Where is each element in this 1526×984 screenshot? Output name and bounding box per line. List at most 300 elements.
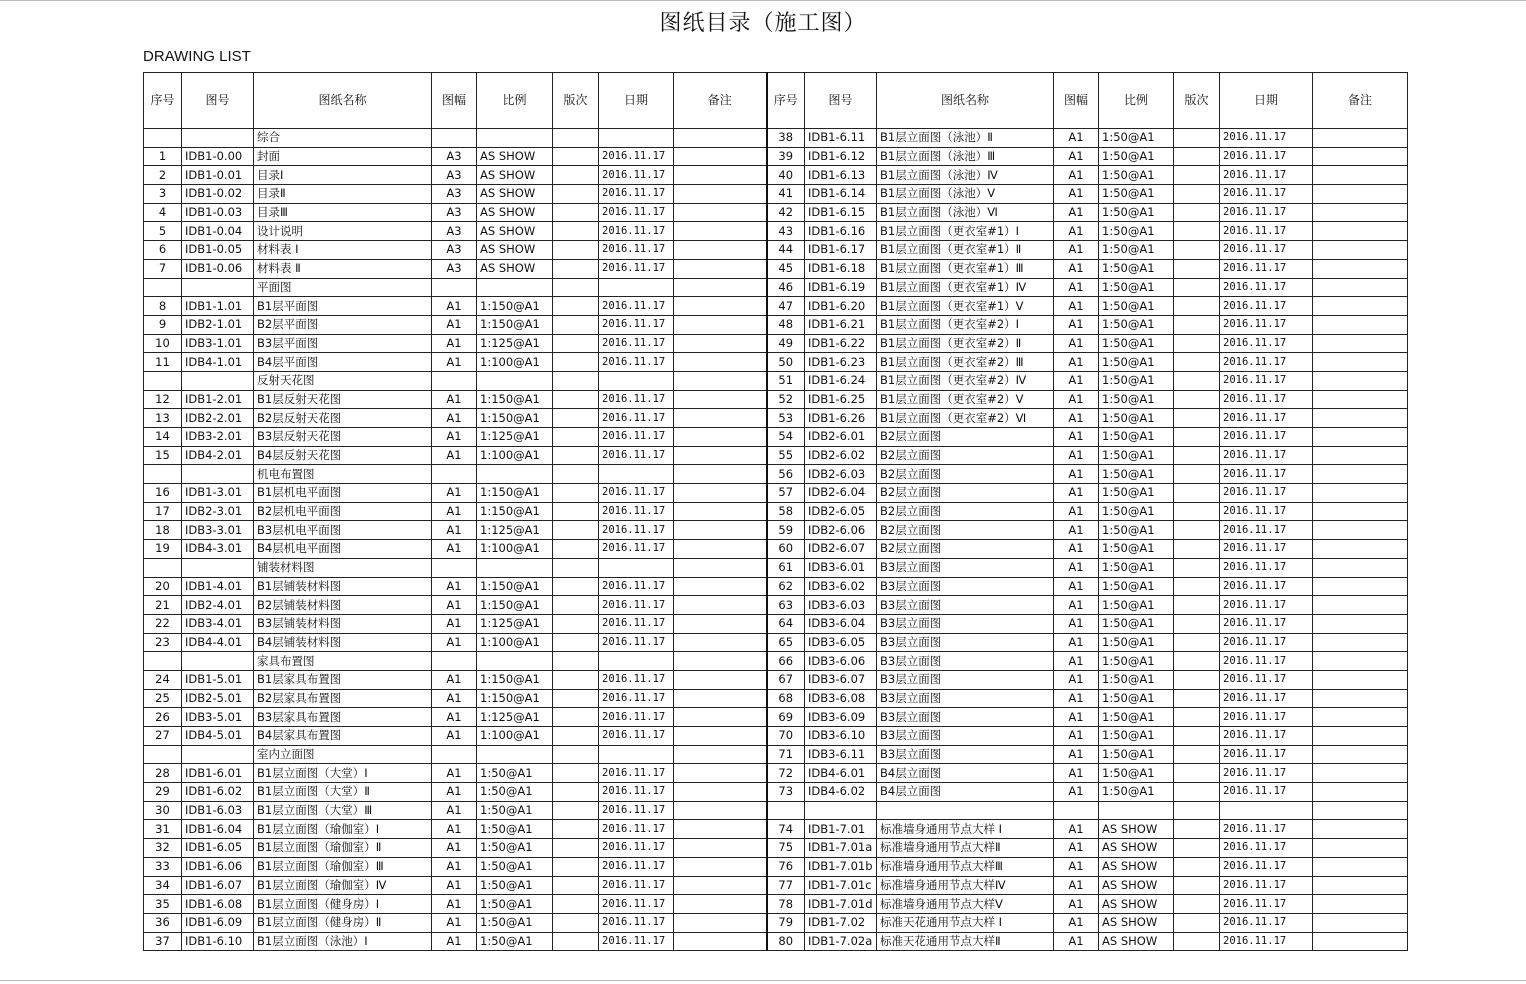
right-revision-cell <box>1174 876 1220 895</box>
left-date-cell: 2016.11.17 <box>599 185 674 204</box>
right-revision-cell <box>1174 689 1220 708</box>
left-scale-cell: 1:50@A1 <box>477 783 553 802</box>
table-row <box>144 222 1408 241</box>
left-size-cell: A1 <box>432 315 477 334</box>
left-drawing-no-cell: IDB1-6.07 <box>182 876 254 895</box>
right-date-cell: 2016.11.17 <box>1220 540 1313 559</box>
left-remarks-cell <box>674 689 767 708</box>
right-date-cell: 2016.11.17 <box>1220 484 1313 503</box>
right-scale-cell: 1:50@A1 <box>1099 203 1174 222</box>
right-revision-cell <box>1174 839 1220 858</box>
left-scale-cell <box>477 652 553 671</box>
right-drawing-name-cell: B3层立面图 <box>877 670 1054 689</box>
left-revision-cell <box>553 129 599 148</box>
right-scale-cell: 1:50@A1 <box>1099 446 1174 465</box>
left-revision-cell <box>553 913 599 932</box>
page-title: 图纸目录（施工图） <box>659 11 867 36</box>
left-remarks-cell <box>674 727 767 746</box>
left-drawing-name-cell: 室内立面图 <box>254 745 432 764</box>
left-seq-cell: 9 <box>144 315 182 334</box>
right-scale-cell: 1:50@A1 <box>1099 652 1174 671</box>
left-size-cell: A1 <box>432 708 477 727</box>
right-revision-cell <box>1174 913 1220 932</box>
right-revision-cell <box>1174 521 1220 540</box>
left-revision-cell <box>553 428 599 447</box>
right-drawing-name-cell: B1层立面图（更衣室#2）Ⅴ <box>877 390 1054 409</box>
right-seq-cell: 43 <box>767 222 805 241</box>
left-revision-cell <box>553 577 599 596</box>
col-header-seq: 序号 <box>144 73 182 129</box>
left-date-cell: 2016.11.17 <box>599 839 674 858</box>
right-drawing-no-cell: IDB1-6.21 <box>805 315 877 334</box>
left-date-cell: 2016.11.17 <box>599 428 674 447</box>
table-row <box>144 839 1408 858</box>
left-drawing-no-cell: IDB1-2.01 <box>182 390 254 409</box>
left-seq-cell: 26 <box>144 708 182 727</box>
right-scale-cell: 1:50@A1 <box>1099 540 1174 559</box>
left-drawing-no-cell <box>182 371 254 390</box>
right-drawing-no-cell: IDB1-6.18 <box>805 259 877 278</box>
left-remarks-cell <box>674 484 767 503</box>
right-date-cell: 2016.11.17 <box>1220 259 1313 278</box>
right-scale-cell: 1:50@A1 <box>1099 670 1174 689</box>
right-size-cell: A1 <box>1054 708 1099 727</box>
right-scale-cell: 1:50@A1 <box>1099 558 1174 577</box>
left-drawing-no-cell: IDB1-0.05 <box>182 241 254 260</box>
left-drawing-name-cell: 目录Ⅰ <box>254 166 432 185</box>
right-remarks-cell <box>1313 708 1408 727</box>
left-size-cell <box>432 558 477 577</box>
right-remarks-cell <box>1313 166 1408 185</box>
right-date-cell: 2016.11.17 <box>1220 409 1313 428</box>
left-drawing-name-cell: B3层平面图 <box>254 334 432 353</box>
table-row <box>144 409 1408 428</box>
right-revision-cell <box>1174 390 1220 409</box>
right-drawing-name-cell: B3层立面图 <box>877 577 1054 596</box>
table-row <box>144 390 1408 409</box>
right-size-cell: A1 <box>1054 652 1099 671</box>
table-row <box>144 614 1408 633</box>
left-drawing-no-cell <box>182 129 254 148</box>
right-date-cell: 2016.11.17 <box>1220 315 1313 334</box>
right-drawing-no-cell: IDB1-6.25 <box>805 390 877 409</box>
right-scale-cell: 1:50@A1 <box>1099 390 1174 409</box>
table-row <box>144 596 1408 615</box>
left-remarks-cell <box>674 334 767 353</box>
col-header-date: 日期 <box>1220 73 1313 129</box>
right-revision-cell <box>1174 409 1220 428</box>
right-size-cell: A1 <box>1054 315 1099 334</box>
left-seq-cell: 14 <box>144 428 182 447</box>
right-date-cell: 2016.11.17 <box>1220 185 1313 204</box>
right-date-cell: 2016.11.17 <box>1220 521 1313 540</box>
right-drawing-no-cell <box>805 801 877 820</box>
table-row <box>144 353 1408 372</box>
right-drawing-no-cell: IDB2-6.02 <box>805 446 877 465</box>
right-seq-cell: 61 <box>767 558 805 577</box>
right-drawing-name-cell: 标准墙身通用节点大样Ⅳ <box>877 876 1054 895</box>
table-row <box>144 540 1408 559</box>
left-drawing-name-cell: B2层平面图 <box>254 315 432 334</box>
left-remarks-cell <box>674 783 767 802</box>
right-scale-cell: AS SHOW <box>1099 913 1174 932</box>
left-remarks-cell <box>674 876 767 895</box>
right-drawing-name-cell: B2层立面图 <box>877 484 1054 503</box>
left-seq-cell <box>144 652 182 671</box>
left-scale-cell: 1:150@A1 <box>477 670 553 689</box>
right-seq-cell: 75 <box>767 839 805 858</box>
left-scale-cell <box>477 129 553 148</box>
right-seq-cell: 76 <box>767 857 805 876</box>
right-revision-cell <box>1174 577 1220 596</box>
table-row <box>144 315 1408 334</box>
right-size-cell: A1 <box>1054 839 1099 858</box>
left-drawing-name-cell: B1层立面图（大堂）Ⅰ <box>254 764 432 783</box>
right-drawing-no-cell: IDB1-7.01a <box>805 839 877 858</box>
left-drawing-no-cell: IDB3-2.01 <box>182 428 254 447</box>
table-row <box>144 484 1408 503</box>
right-drawing-name-cell: B3层立面图 <box>877 745 1054 764</box>
right-drawing-name-cell: B2层立面图 <box>877 465 1054 484</box>
left-seq-cell <box>144 278 182 297</box>
right-seq-cell: 50 <box>767 353 805 372</box>
right-remarks-cell <box>1313 353 1408 372</box>
left-revision-cell <box>553 185 599 204</box>
right-seq-cell: 77 <box>767 876 805 895</box>
left-size-cell: A1 <box>432 895 477 914</box>
left-drawing-name-cell: 综合 <box>254 129 432 148</box>
right-drawing-name-cell: B1层立面图（更衣室#1）Ⅴ <box>877 297 1054 316</box>
right-seq-cell: 57 <box>767 484 805 503</box>
right-scale-cell: 1:50@A1 <box>1099 484 1174 503</box>
right-revision-cell <box>1174 166 1220 185</box>
left-scale-cell: 1:50@A1 <box>477 764 553 783</box>
left-date-cell: 2016.11.17 <box>599 484 674 503</box>
table-row <box>144 932 1408 951</box>
left-revision-cell <box>553 895 599 914</box>
right-drawing-no-cell: IDB1-6.24 <box>805 371 877 390</box>
left-size-cell: A1 <box>432 428 477 447</box>
left-date-cell: 2016.11.17 <box>599 259 674 278</box>
table-row <box>144 241 1408 260</box>
right-drawing-no-cell: IDB3-6.07 <box>805 670 877 689</box>
right-date-cell: 2016.11.17 <box>1220 465 1313 484</box>
right-scale-cell: 1:50@A1 <box>1099 315 1174 334</box>
right-date-cell: 2016.11.17 <box>1220 633 1313 652</box>
right-revision-cell <box>1174 558 1220 577</box>
left-revision-cell <box>553 839 599 858</box>
left-remarks-cell <box>674 409 767 428</box>
left-date-cell: 2016.11.17 <box>599 727 674 746</box>
table-row <box>144 708 1408 727</box>
left-revision-cell <box>553 484 599 503</box>
left-date-cell: 2016.11.17 <box>599 895 674 914</box>
right-remarks-cell <box>1313 633 1408 652</box>
left-drawing-no-cell: IDB4-4.01 <box>182 633 254 652</box>
right-remarks-cell <box>1313 913 1408 932</box>
left-remarks-cell <box>674 353 767 372</box>
left-size-cell: A1 <box>432 446 477 465</box>
left-drawing-name-cell: B1层立面图（泳池）Ⅰ <box>254 932 432 951</box>
right-scale-cell: 1:50@A1 <box>1099 521 1174 540</box>
left-drawing-no-cell: IDB4-2.01 <box>182 446 254 465</box>
left-size-cell: A1 <box>432 783 477 802</box>
right-size-cell: A1 <box>1054 727 1099 746</box>
table-body <box>144 129 1408 951</box>
left-date-cell <box>599 745 674 764</box>
col-header-seq: 序号 <box>767 73 805 129</box>
right-remarks-cell <box>1313 745 1408 764</box>
left-drawing-name-cell: B1层立面图（大堂）Ⅲ <box>254 801 432 820</box>
right-date-cell: 2016.11.17 <box>1220 353 1313 372</box>
left-date-cell: 2016.11.17 <box>599 820 674 839</box>
right-drawing-name-cell: B4层立面图 <box>877 764 1054 783</box>
table-row <box>144 727 1408 746</box>
right-scale-cell: 1:50@A1 <box>1099 353 1174 372</box>
left-date-cell <box>599 278 674 297</box>
left-date-cell <box>599 558 674 577</box>
left-date-cell: 2016.11.17 <box>599 203 674 222</box>
left-drawing-no-cell: IDB2-5.01 <box>182 689 254 708</box>
left-drawing-no-cell <box>182 745 254 764</box>
left-revision-cell <box>553 203 599 222</box>
right-size-cell: A1 <box>1054 857 1099 876</box>
top-border-line <box>0 0 1526 1</box>
left-drawing-name-cell: B4层反射天花图 <box>254 446 432 465</box>
right-drawing-name-cell: B2层立面图 <box>877 540 1054 559</box>
right-scale-cell: AS SHOW <box>1099 857 1174 876</box>
left-date-cell: 2016.11.17 <box>599 353 674 372</box>
right-seq-cell: 65 <box>767 633 805 652</box>
right-seq-cell <box>767 801 805 820</box>
left-drawing-name-cell: B2层铺装材料图 <box>254 596 432 615</box>
col-header-drawing-no: 图号 <box>182 73 254 129</box>
right-revision-cell <box>1174 278 1220 297</box>
left-drawing-no-cell: IDB1-6.08 <box>182 895 254 914</box>
right-drawing-no-cell: IDB1-7.02a <box>805 932 877 951</box>
left-drawing-no-cell: IDB1-0.02 <box>182 185 254 204</box>
left-seq-cell: 29 <box>144 783 182 802</box>
right-scale-cell: 1:50@A1 <box>1099 745 1174 764</box>
table-row <box>144 371 1408 390</box>
right-date-cell: 2016.11.17 <box>1220 203 1313 222</box>
right-date-cell: 2016.11.17 <box>1220 371 1313 390</box>
left-size-cell: A1 <box>432 577 477 596</box>
left-revision-cell <box>553 932 599 951</box>
left-drawing-no-cell: IDB1-5.01 <box>182 670 254 689</box>
col-header-date: 日期 <box>599 73 674 129</box>
left-date-cell <box>599 371 674 390</box>
right-date-cell: 2016.11.17 <box>1220 147 1313 166</box>
right-remarks-cell <box>1313 185 1408 204</box>
right-drawing-no-cell: IDB2-6.05 <box>805 502 877 521</box>
left-size-cell: A1 <box>432 839 477 858</box>
left-remarks-cell <box>674 315 767 334</box>
left-date-cell: 2016.11.17 <box>599 241 674 260</box>
left-size-cell: A1 <box>432 932 477 951</box>
left-seq-cell: 19 <box>144 540 182 559</box>
left-drawing-name-cell: B1层立面图（健身房）Ⅰ <box>254 895 432 914</box>
right-size-cell: A1 <box>1054 670 1099 689</box>
right-drawing-no-cell: IDB3-6.01 <box>805 558 877 577</box>
right-revision-cell <box>1174 783 1220 802</box>
right-revision-cell <box>1174 745 1220 764</box>
right-drawing-name-cell: 标准墙身通用节点大样Ⅲ <box>877 857 1054 876</box>
left-remarks-cell <box>674 129 767 148</box>
left-seq-cell: 37 <box>144 932 182 951</box>
right-seq-cell: 54 <box>767 428 805 447</box>
left-size-cell: A1 <box>432 353 477 372</box>
right-revision-cell <box>1174 315 1220 334</box>
left-revision-cell <box>553 409 599 428</box>
right-remarks-cell <box>1313 222 1408 241</box>
right-scale-cell: 1:50@A1 <box>1099 241 1174 260</box>
right-date-cell: 2016.11.17 <box>1220 876 1313 895</box>
table-row <box>144 259 1408 278</box>
left-scale-cell <box>477 558 553 577</box>
left-drawing-name-cell: B1层立面图（大堂）Ⅱ <box>254 783 432 802</box>
right-size-cell: A1 <box>1054 129 1099 148</box>
table-row <box>144 465 1408 484</box>
left-seq-cell <box>144 558 182 577</box>
left-size-cell: A1 <box>432 596 477 615</box>
right-scale-cell: 1:50@A1 <box>1099 147 1174 166</box>
right-drawing-no-cell: IDB4-6.02 <box>805 783 877 802</box>
right-revision-cell <box>1174 857 1220 876</box>
right-revision-cell <box>1174 652 1220 671</box>
right-drawing-no-cell: IDB3-6.11 <box>805 745 877 764</box>
left-scale-cell: AS SHOW <box>477 147 553 166</box>
right-drawing-name-cell: B1层立面图（更衣室#2）Ⅵ <box>877 409 1054 428</box>
left-remarks-cell <box>674 446 767 465</box>
left-revision-cell <box>553 315 599 334</box>
right-scale-cell: 1:50@A1 <box>1099 465 1174 484</box>
right-drawing-no-cell: IDB1-6.12 <box>805 147 877 166</box>
left-date-cell <box>599 652 674 671</box>
right-revision-cell <box>1174 371 1220 390</box>
right-remarks-cell <box>1313 596 1408 615</box>
left-scale-cell: 1:150@A1 <box>477 390 553 409</box>
right-remarks-cell <box>1313 652 1408 671</box>
table-row <box>144 147 1408 166</box>
table-row <box>144 558 1408 577</box>
left-drawing-no-cell <box>182 278 254 297</box>
bottom-border-line <box>0 980 1526 981</box>
table-row <box>144 521 1408 540</box>
right-drawing-no-cell: IDB2-6.01 <box>805 428 877 447</box>
left-drawing-no-cell: IDB1-0.04 <box>182 222 254 241</box>
left-size-cell: A1 <box>432 390 477 409</box>
left-size-cell: A1 <box>432 484 477 503</box>
left-date-cell: 2016.11.17 <box>599 801 674 820</box>
right-scale-cell: 1:50@A1 <box>1099 764 1174 783</box>
left-remarks-cell <box>674 670 767 689</box>
right-size-cell: A1 <box>1054 540 1099 559</box>
right-remarks-cell <box>1313 670 1408 689</box>
right-seq-cell: 52 <box>767 390 805 409</box>
left-remarks-cell <box>674 259 767 278</box>
left-scale-cell: 1:50@A1 <box>477 932 553 951</box>
left-drawing-name-cell: B2层家具布置图 <box>254 689 432 708</box>
left-remarks-cell <box>674 708 767 727</box>
right-revision-cell <box>1174 185 1220 204</box>
right-seq-cell: 68 <box>767 689 805 708</box>
left-seq-cell: 16 <box>144 484 182 503</box>
col-header-revision: 版次 <box>1174 73 1220 129</box>
right-revision-cell <box>1174 484 1220 503</box>
right-size-cell: A1 <box>1054 147 1099 166</box>
left-revision-cell <box>553 465 599 484</box>
left-seq-cell: 31 <box>144 820 182 839</box>
left-drawing-no-cell: IDB2-1.01 <box>182 315 254 334</box>
right-drawing-no-cell: IDB1-7.01 <box>805 820 877 839</box>
left-remarks-cell <box>674 465 767 484</box>
left-date-cell: 2016.11.17 <box>599 390 674 409</box>
right-size-cell: A1 <box>1054 409 1099 428</box>
right-scale-cell: 1:50@A1 <box>1099 596 1174 615</box>
left-seq-cell: 11 <box>144 353 182 372</box>
left-remarks-cell <box>674 652 767 671</box>
left-date-cell: 2016.11.17 <box>599 147 674 166</box>
col-header-drawing-name: 图纸名称 <box>254 73 432 129</box>
left-revision-cell <box>553 670 599 689</box>
left-drawing-no-cell: IDB1-0.01 <box>182 166 254 185</box>
right-size-cell: A1 <box>1054 745 1099 764</box>
col-header-remarks: 备注 <box>674 73 767 129</box>
right-drawing-no-cell: IDB1-7.01d <box>805 895 877 914</box>
left-scale-cell: AS SHOW <box>477 203 553 222</box>
right-drawing-name-cell: 标准墙身通用节点大样Ⅴ <box>877 895 1054 914</box>
right-size-cell: A1 <box>1054 932 1099 951</box>
right-revision-cell <box>1174 428 1220 447</box>
left-drawing-name-cell: B3层铺装材料图 <box>254 614 432 633</box>
right-drawing-no-cell: IDB3-6.08 <box>805 689 877 708</box>
left-seq-cell: 4 <box>144 203 182 222</box>
right-scale-cell: 1:50@A1 <box>1099 783 1174 802</box>
right-revision-cell <box>1174 297 1220 316</box>
left-size-cell: A1 <box>432 764 477 783</box>
right-remarks-cell <box>1313 203 1408 222</box>
right-size-cell: A1 <box>1054 614 1099 633</box>
left-revision-cell <box>553 334 599 353</box>
right-remarks-cell <box>1313 876 1408 895</box>
right-size-cell: A1 <box>1054 241 1099 260</box>
table-row <box>144 577 1408 596</box>
left-seq-cell: 36 <box>144 913 182 932</box>
right-seq-cell: 72 <box>767 764 805 783</box>
right-drawing-name-cell: B1层立面图（更衣室#1）Ⅲ <box>877 259 1054 278</box>
left-size-cell <box>432 652 477 671</box>
left-drawing-no-cell: IDB1-6.06 <box>182 857 254 876</box>
left-remarks-cell <box>674 745 767 764</box>
left-scale-cell: 1:150@A1 <box>477 596 553 615</box>
left-drawing-no-cell: IDB2-2.01 <box>182 409 254 428</box>
left-scale-cell: 1:150@A1 <box>477 297 553 316</box>
left-date-cell <box>599 129 674 148</box>
left-seq-cell: 8 <box>144 297 182 316</box>
left-seq-cell: 33 <box>144 857 182 876</box>
right-seq-cell: 71 <box>767 745 805 764</box>
left-revision-cell <box>553 371 599 390</box>
right-remarks-cell <box>1313 857 1408 876</box>
left-drawing-no-cell <box>182 558 254 577</box>
left-scale-cell: 1:100@A1 <box>477 353 553 372</box>
right-date-cell: 2016.11.17 <box>1220 857 1313 876</box>
right-date-cell: 2016.11.17 <box>1220 652 1313 671</box>
right-seq-cell: 67 <box>767 670 805 689</box>
left-scale-cell: AS SHOW <box>477 222 553 241</box>
right-drawing-no-cell: IDB3-6.09 <box>805 708 877 727</box>
